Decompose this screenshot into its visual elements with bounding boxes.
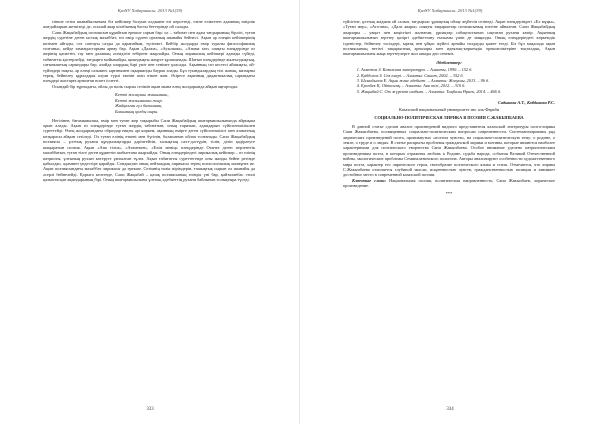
- right-body: [343, 19, 555, 196]
- article-title: СОЦИАЛЬНО-ПОЛИТИЧЕСКАЯ ЛИРИКА В ПОЭЗИИ С.ЖАКЫПБАЕВА: [374, 115, 524, 121]
- poem-line: Бағымның қалды сыры.: [115, 109, 159, 115]
- poem-quote: [115, 92, 255, 114]
- keywords-line: [343, 178, 555, 189]
- reference-item: 4. Ергөбек Қ. Ойтолғақ. – Алматы: Ана тілі, 2012. – 310 б.: [361, 83, 555, 88]
- reference-item: 1. Ахметов З. Казахская литература. – Алматы, 1990. – 152 б.: [361, 67, 555, 72]
- reference-item: 2. Қабдолов З. Сөз өнері. – Алматы: Санат, 2002. – 352 б.: [361, 73, 555, 78]
- poem-line: Жайқалған гүл бағымнан,: [115, 103, 163, 109]
- left-paragraph-4: Негізінен, бағамымызша, өмір мен туған жер тақырыбы Сәпи Жақыбайдың шығармашылығында айрықша орын алады. Ақын өз өлеңдерінде туған жердің табиғатын, оның тарихын, адамдарын сүйіспеншілікпен суреттейді. Өлең жолдарындағы образдар нақты әрі көркем, ақынның өмірге деген сүйіспеншілігі мен азаматтық көзқарасы айқын сезіледі. Ол туған елінің өткені мен бүгінін, болашағын ойлап толғанады. Сәпи Жақыбайдың поэзиясы – ұлттық рухани құндылықтарды дәріптейтін, халықтың салт-дәстүрін, тілін, ділін қадірлеуге шақыратын поэзия. Ақын «Ана тілім», «Атамекен», «Елім менің» өлеңдерінде Отанға деген перзенттік махаббатын, туған тілге деген құрметін шабыттана жырлайды. Оның өлеңдеріндегі лирикалық кейіпкер – өз елінің патриоты, ұлтының рухын көтеруге ұмтылған тұлға. Ақын табиғатты суреттегенде оны жанды бейне ретінде қабылдап, адаммен үндестіре қарайды. Сондықтан оның пейзаждық лирикасы терең психологиялық мазмұнға ие. Ақын поэзиясындағы махаббат лирикасы да ерекше. Сезімнің нәзік иірімдерін, ғашықтық сырын ол шынайы да әсерлі бейнелейді. Қорыта келгенде, Сәпи Жақыбай – қазақ поэзиясының өзіндік үні бар, қайталанбас стилі қалыптасқан ақындарының бірі. Оның шығармашылығы ұлттық әдебиеттің рухани байлығын толықтыра түседі.: [43, 117, 255, 183]
- right-paragraph-1: түйсігіне, ұлттық жадына ой салып, тағдырлас ұрпақтың ойлау жүйесін сезінеді. Ақын өлеңдеріндегі «Ел мұңы», «Туған жер», «Ата-ана», «Дала жыры» сияқты тақырыптар поэзиясының өзегіне айналған. Сәпи Жақыбайдың жырлары – уақыт пен кеңістікті жалғаған, ұрпақтар сабақтастығын сақтаған рухани көпір. Ақынның шығармашылығын зерттеу қазіргі әдебиеттану ғылымы үшін де маңызды. Оның өлеңдеріндегі көркемдік ізденістер, бейнелеу тәсілдері, ырғақ пен ұйқас жүйесі арнайы талдауды қажет етеді. Біз бұл мақалада ақын поэзиясының негізгі тақырыптық арналары мен идеялық-көркемдік ерекшеліктеріне тоқталдық. Ақын шығармашылығы жаңа зерттеулерге жол ашады деп сенеміз.: [343, 19, 555, 57]
- references-heading: Әдебиеттер:: [436, 59, 462, 65]
- running-head-right: ҚазҰУ Хабаршысы. 2013 №1(39): [417, 8, 483, 13]
- left-paragraph-1: ізінше сезім шынайылығына біз кейіпкер болуын алдымен өзі көрсетеді, өзіне еліктеген адамның өмірлік жағдайларын жеткізеді де, осылай жыр кітабының басты беттерінде ой салады.: [43, 19, 255, 30]
- keywords-text: Национальная поэзия, политическая направленность, Сапи Жакыпбаев, лирическое произведение.: [343, 177, 555, 189]
- left-body: [43, 19, 255, 183]
- reference-item: 5. Жақыбай С. От жүректі шабыт. – Алматы: Таңбалы Өрнек, 2014. – 466 б.: [361, 89, 555, 94]
- left-paragraph-3: Осындай бір тұрғыдағы, ойлы да нәзік сырлы сезімін ақын мына өлең жолдарында айқын аңғартады:: [52, 83, 239, 89]
- page-number-right: 334: [446, 407, 454, 412]
- abstract-paragraph: В данной статье сделан анализ произведений видного представителя казахской литературы поэта-лирика Сапи Жакыпбаева, посвященных социально-политическим вопросам современности. Систематизированы ряд лирических произведений поэта, проникнутых «поэтом чувств», на социально-политическую тему: о родине, о земле, о труде и о людях. В статье раскрыты проблемы гражданской лирики и мотивы, которые являются наиболее характерными для поэтического творчества Сапи Жакыпбаева. Особое внимание уделено патриотическим произведениям поэта, в которых отражены любовь к Родине, судьба народа, события Великой Отечественной войны, экологические проблемы Семипалатинского полигона. Авторы анализируют особенности художественного мира поэта, характер его лирического героя, своеобразие поэтического языка и стиля. Отмечается, что лирика С.Жакыпбаева отличается глубиной мысли, искренностью чувств, гражданственностью позиции и занимает достойное место в современной казахской поэзии.: [343, 123, 555, 178]
- poem-line: Кетті жазылмаған жыр.: [115, 97, 163, 103]
- author-affiliation: Казахский национальный университет им. аль-Фараби: [398, 106, 500, 112]
- reference-item: 3. Ысмайылов Е. Ақын және әдебиет. – Алматы: Жазушы, 2013. – 96 б.: [361, 78, 555, 83]
- poem-line: Кетті жолаушы жанымнан,: [115, 92, 169, 98]
- keywords-label: Ключевые слова:: [352, 177, 387, 183]
- references-list: [343, 67, 555, 94]
- article-authors: Садыкова А.Т., Кобдикова Р.С.: [498, 100, 555, 106]
- section-separator: ***: [445, 190, 453, 196]
- running-head-left: ҚазҰУ Хабаршысы. 2013 №1(39): [117, 8, 183, 13]
- right-page: [300, 0, 600, 424]
- page-number-left: 333: [146, 407, 154, 412]
- left-paragraph-2: Сәпи Жақыбайдың поэзиясын құрайтын ерекше сарын бар: ол – табиғат пен адам тағдырының бірлігі, туған жердің суретіне деген ыстық махаббат, өзі өмір сүрген ортаның шынайы бейнесі. Ақын әр өлеңін кейіпкерінің көзімен айтады, сөз саптауы сазды да қарапайым, түсінікті. Кейбір жолдарда өмір туралы философиялық толғаныс, кейде замандастарына арнау бар. Ақын «Далам», «Ауылыма», «Анама хат» сияқты өлеңдерінде өз жерінің қасиетін, тау мен даланың әсемдігін тебірене жырлайды. Оның лирикалық кейіпкері адамды сүйеді, табиғатты қастерлейді, тағдырға мойымайды, қиындықты жеңуге құлшынады. Шағын өлеңдерінде жалғыздықтың, сағыныштың сарындары бар, алайда олардың бәрі үміт пен сенімге ұласады. Ақынның сөз кестесі айшықты, ой-түйіндері нақты, әр өлеңі сазымен, ырғағымен оқырманды баурап алады. Бұл туындылардың тілі жатық, мазмұны терең, бейнелеу құралдары алуан түрлі екенін атап өткен жөн. Әсіресе ақынның дидактикалық сарындағы өлеңдері жастарға арналған өсиет іспетті.: [43, 29, 255, 84]
